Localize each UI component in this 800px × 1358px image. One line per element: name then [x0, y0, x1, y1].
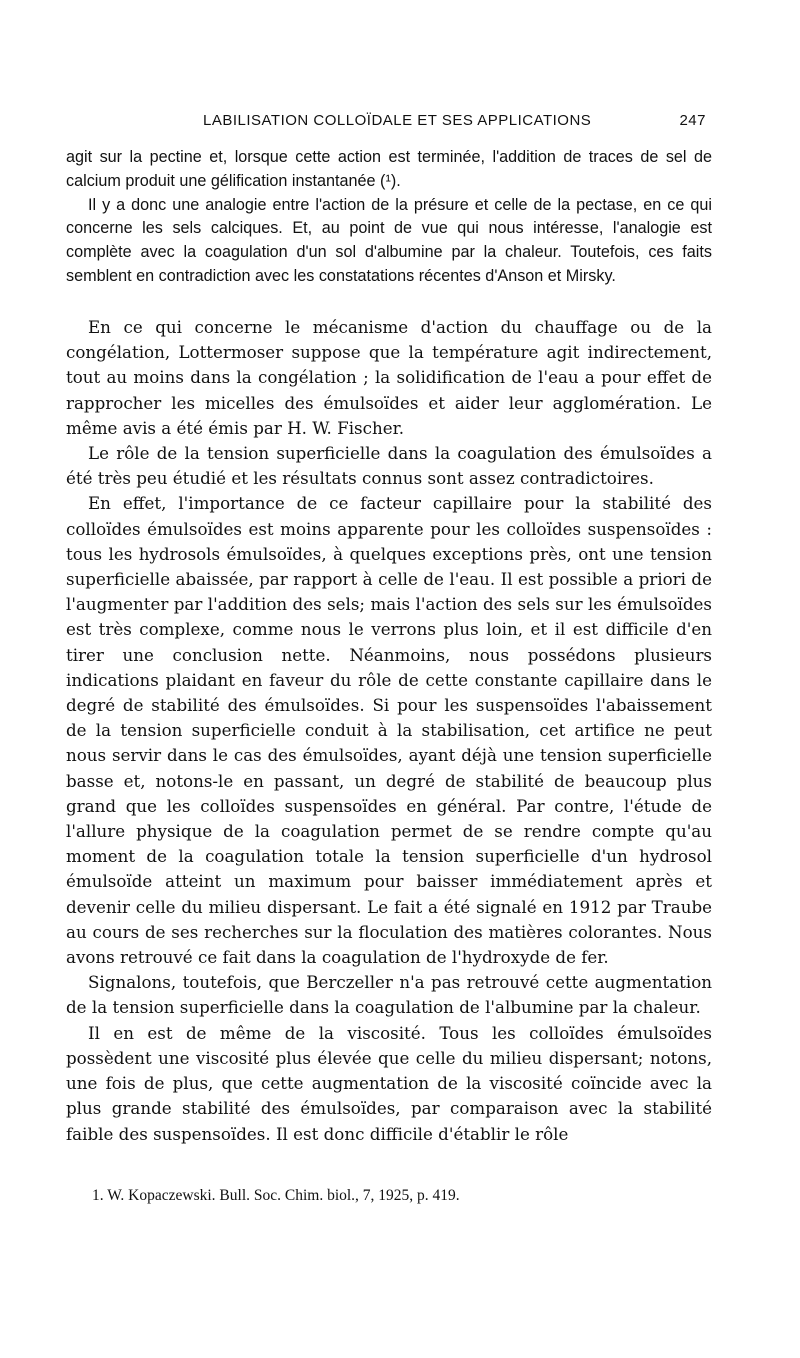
page-number: 247	[679, 112, 706, 129]
paragraph-berczeller: Signalons, toutefois, que Berczeller n'a pas retrouvé cette augmentation de la tension superficielle dans la coagulation de l'albumine par la chaleur.	[66, 972, 712, 1018]
footnote: 1. W. Kopaczewski. Bull. Soc. Chim. biol., 7, 1925, p. 419.	[92, 1187, 460, 1204]
paragraph-analogy: Il y a donc une analogie entre l'action de la présure et celle de la pectase, en ce qui concerne les sels calciques. Et, au point de vue qui nous intéresse, l'analogie est complète avec la coagulation d'un sol d'albumine par la chaleur. Toutefois, ces faits semblent en contradiction avec les constatations récentes d'Anson et Mirsky.	[66, 195, 712, 285]
small-print-section	[66, 146, 712, 289]
paragraph-capillary-factor: En effet, l'importance de ce facteur capillaire pour la stabilité des colloïdes émulsoïdes est moins apparente pour les colloïdes suspensoïdes : tous les hydrosols émulsoïdes, à quelques exceptions près, ont une tension superficielle abaissée, par rapport à celle de l'eau. Il est possible a priori de l'augmenter par l'addition des sels; mais l'action des sels sur les émulsoïdes est très complexe, comme nous le verrons plus loin, et il est difficile d'en tirer une conclusion nette. Néanmoins, nous possédons plusieurs indications plaidant en faveur du rôle de cette constante capillaire dans le degré de stabilité des émulsoïdes. Si pour les suspensoïdes l'abaissement de la tension superficielle conduit à la stabilisation, cet artifice ne peut nous servir dans le cas des émulsoïdes, ayant déjà une tension superficielle basse et, notons-le en passant, un degré de stabilité de beaucoup plus grand que les colloïdes suspensoïdes en général. Par contre, l'étude de l'allure physique de la coagulation permet de se rendre compte qu'au moment de la coagulation totale la tension superficielle d'un hydrosol émulsoïde atteint un maximum pour baisser immédiatement après et devenir celle du milieu dispersant. Le fait a été signalé en 1912 par Traube au cours de ses recherches sur la floculation des matières colorantes. Nous avons retrouvé ce fait dans la coagulation de l'hydroxyde de fer.	[66, 493, 712, 968]
main-text-section	[66, 315, 712, 1147]
running-title: LABILISATION COLLOÏDALE ET SES APPLICATIONS	[203, 112, 592, 129]
paragraph-surface-tension: Le rôle de la tension superficielle dans la coagulation des émulsoïdes a été très peu étudié et les résultats connus sont assez contradictoires.	[66, 443, 712, 489]
paragraph-continuation: agit sur la pectine et, lorsque cette action est terminée, l'addition de traces de sel de calcium produit une gélification instantanée (¹).	[66, 148, 712, 190]
paragraph-mechanism: En ce qui concerne le mécanisme d'action du chauffage ou de la congélation, Lottermoser suppose que la température agit indirectement, tout au moins dans la congélation ; la solidification de l'eau a pour effet de rapprocher les micelles des émulsoïdes et aider leur agglomération. Le même avis a été émis par H. W. Fischer.	[66, 317, 712, 438]
paragraph-viscosity: Il en est de même de la viscosité. Tous les colloïdes émulsoïdes possèdent une viscosité plus élevée que celle du milieu dispersant; notons, une fois de plus, que cette augmentation de la viscosité coïncide avec la plus grande stabilité des émulsoïdes, par comparaison avec la stabilité faible des suspensoïdes. Il est donc difficile d'établir le rôle	[66, 1022, 712, 1144]
running-header	[66, 112, 706, 136]
